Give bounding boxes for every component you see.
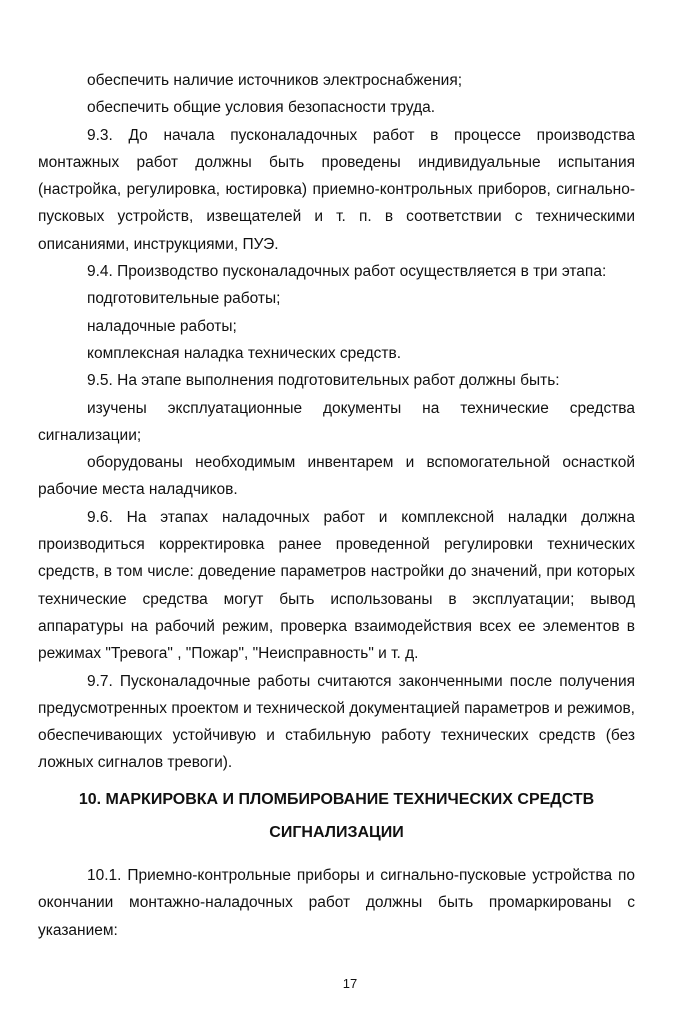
section-heading [38,783,635,849]
list-item-complex: комплексная наладка технических средств. [87,344,402,362]
list-item-power-supply: обеспечить наличие источников электроснабжения; [87,72,463,89]
paragraph-9-6: 9.6. На этапах наладочных работ и комплексной наладки должна производиться корректировка ранее проведенной регулировки технических средств, в том числе: доведение параметров настройки до значений, при которых технические средства могут быть использованы в эксплуатации; вывод аппаратуры на рабочий режим, проверка взаимодействия всех ее элементов в режимах "Тревога" , "Пожар", "Неисправность" и т. д. [38,508,635,663]
paragraph-9-3: 9.3. До начала пусконаладочных работ в процессе производства монтажных работ должны быть проведены индивидуальные испытания (настройка, регулировка, юстировка) приемно-контрольных приборов, сигнально-пусковых устройств, извещателей и т. п. в соответствии с техническими описаниями, инструкциями, ПУЭ. [38,126,635,253]
section-heading-line-1: 10. МАРКИРОВКА И ПЛОМБИРОВАНИЕ ТЕХНИЧЕСКИХ СРЕДСТВ [78,791,595,808]
list-item-equipped: оборудованы необходимым инвентарем и вспомогательной оснасткой рабочие места наладчиков. [38,454,635,499]
paragraph-9-4: 9.4. Производство пусконаладочных работ осуществляется в три этапа: [87,263,607,281]
paragraph-10-1: 10.1. Приемно-контрольные приборы и сигнально-пусковые устройства по окончании монтажно-наладочных работ должны быть промаркированы с указанием: [38,867,635,939]
section-body-text [38,862,635,944]
paragraph-9-5: 9.5. На этапе выполнения подготовительных работ должны быть: [87,372,560,390]
section-heading-line-2: СИГНАЛИЗАЦИИ [269,824,404,841]
page-number: 17 [342,976,358,991]
list-item-safety: обеспечить общие условия безопасности труда. [87,99,436,117]
list-item-studied: изучены эксплуатационные документы на технические средства сигнализации; [38,399,635,444]
paragraph-9-7: 9.7. Пусконаладочные работы считаются законченными после получения предусмотренных проектом и технической документацией параметров и режимов, обеспечивающих устойчивую и стабильную работу технических средств (без ложных сигналов тревоги). [38,672,635,772]
body-text [38,67,635,777]
list-item-adjustment: наладочные работы; [87,317,237,335]
list-item-preparatory: подготовительные работы; [87,290,281,308]
